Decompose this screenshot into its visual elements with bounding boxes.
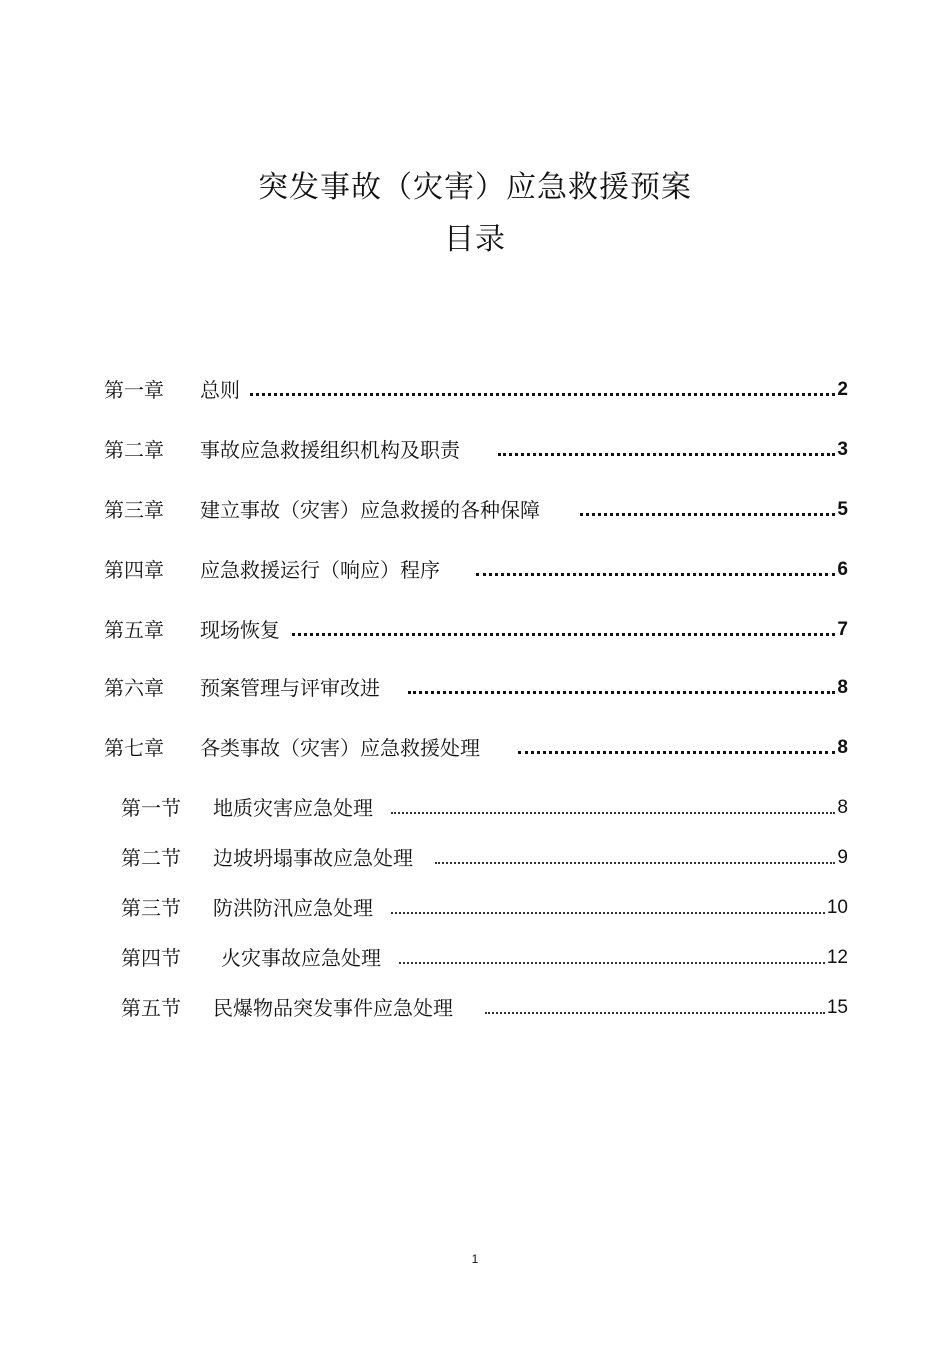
toc-entry-number: 第四章: [104, 558, 164, 582]
toc-entry-section-4[interactable]: [121, 940, 848, 970]
toc-entry-chapter-4[interactable]: [104, 552, 848, 582]
toc-dot-leader: [476, 573, 835, 576]
toc-dot-leader: [435, 862, 835, 864]
toc-dot-leader: [399, 962, 825, 964]
toc-entry-number: 第二章: [104, 438, 164, 462]
toc-entry-section-5[interactable]: [121, 990, 848, 1020]
toc-entry-chapter-5[interactable]: [104, 612, 848, 642]
toc-entry-number: 第五章: [104, 618, 164, 642]
toc-entry-title: 各类事故（灾害）应急救援处理: [200, 736, 480, 760]
toc-dot-leader: [250, 393, 835, 396]
toc-entry-page: 7: [837, 619, 848, 640]
toc-dot-leader: [580, 513, 835, 516]
toc-entry-title: 现场恢复: [200, 618, 280, 642]
toc-entry-section-2[interactable]: [121, 840, 848, 870]
toc-entry-page: 9: [837, 847, 848, 868]
toc-entry-chapter-1[interactable]: [104, 372, 848, 402]
toc-entry-title: 边坡坍塌事故应急处理: [213, 846, 413, 870]
toc-entry-page: 8: [837, 797, 848, 818]
toc-entry-title: 总则: [200, 378, 240, 402]
toc-entry-chapter-7[interactable]: [104, 730, 848, 760]
toc-entry-page: 3: [837, 439, 848, 460]
toc-entry-number: 第三节: [121, 896, 181, 920]
toc-entry-page: 5: [837, 499, 848, 520]
toc-entry-title: 防洪防汛应急处理: [213, 896, 373, 920]
toc-dot-leader: [391, 812, 835, 814]
toc-entry-title: 预案管理与评审改进: [200, 676, 380, 700]
toc-entry-number: 第一节: [121, 796, 181, 820]
toc-heading: 目录: [444, 222, 506, 257]
toc-entry-page: 15: [826, 997, 848, 1018]
toc-entry-title: 事故应急救援组织机构及职责: [200, 438, 460, 462]
toc-entry-chapter-2[interactable]: [104, 432, 848, 462]
toc-entry-section-1[interactable]: [121, 790, 848, 820]
toc-entry-page: 12: [826, 947, 848, 968]
toc-entry-chapter-6[interactable]: [104, 670, 848, 700]
toc-entry-section-3[interactable]: [121, 890, 848, 920]
toc-entry-page: 8: [837, 737, 848, 758]
toc-dot-leader: [485, 1012, 825, 1014]
toc-entry-number: 第四节: [121, 946, 181, 970]
toc-entry-number: 第一章: [104, 378, 164, 402]
toc-entry-number: 第六章: [104, 676, 164, 700]
toc-entry-title: 民爆物品突发事件应急处理: [213, 996, 453, 1020]
page-number: 1: [471, 1252, 479, 1266]
toc-entry-title: 地质灾害应急处理: [213, 796, 373, 820]
toc-entry-number: 第七章: [104, 736, 164, 760]
toc-dot-leader: [391, 912, 825, 914]
document-title: 突发事故（灾害）应急救援预案: [258, 170, 692, 205]
toc-entry-number: 第二节: [121, 846, 181, 870]
toc-entry-title: 火灾事故应急处理: [221, 946, 381, 970]
toc-entry-page: 6: [837, 559, 848, 580]
toc-entry-page: 10: [826, 897, 848, 918]
toc-entry-number: 第三章: [104, 498, 164, 522]
toc-dot-leader: [408, 691, 835, 694]
toc-dot-leader: [292, 633, 835, 636]
toc-entry-number: 第五节: [121, 996, 181, 1020]
toc-entry-title: 建立事故（灾害）应急救援的各种保障: [200, 498, 540, 522]
toc-entry-page: 8: [837, 677, 848, 698]
toc-entry-chapter-3[interactable]: [104, 492, 848, 522]
toc-dot-leader: [518, 751, 835, 754]
toc-entry-title: 应急救援运行（响应）程序: [200, 558, 440, 582]
toc-dot-leader: [498, 453, 835, 456]
toc-entry-page: 2: [837, 379, 848, 400]
